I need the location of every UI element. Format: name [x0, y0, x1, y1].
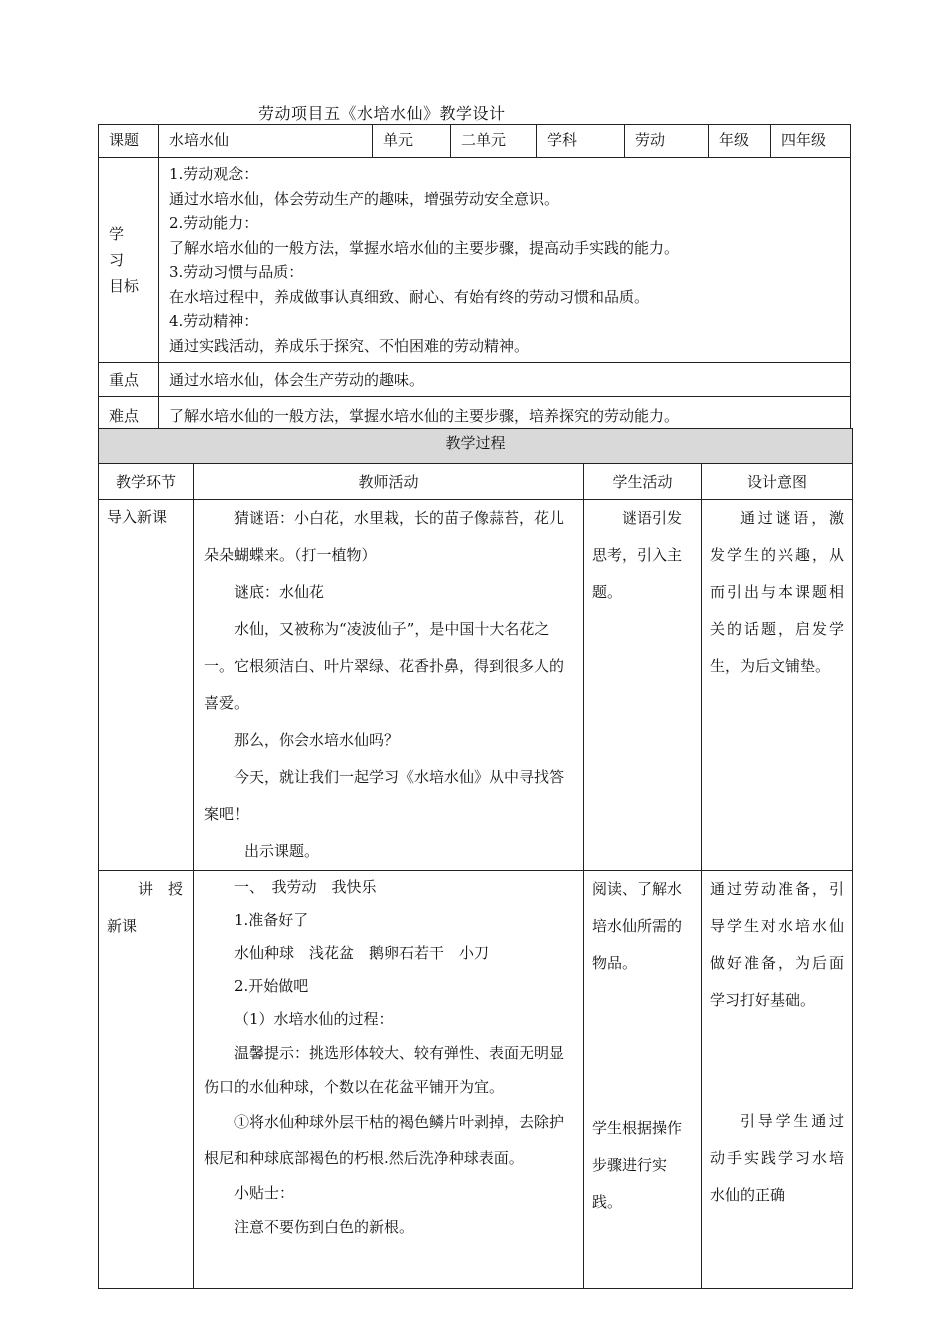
intro-teacher-para: 水仙，又被称为“凌波仙子”，是中国十大名花之一。它根须洁白、叶片翠绿、花香扑鼻，得到很多人的喜爱。	[204, 620, 565, 712]
lesson-teacher-para: 小贴士：	[234, 1184, 295, 1202]
teaching-process-table	[98, 428, 853, 1289]
lesson-student-text-1: 阅读、了解水培水仙所需的物品。	[592, 880, 683, 972]
unit-label: 单元	[373, 125, 451, 158]
intro-student: 谜语引发思考，引入主题。	[584, 500, 702, 871]
unit-value: 二单元	[451, 125, 537, 158]
grade-value: 四年级	[771, 125, 851, 158]
document-title: 劳动项目五《水培水仙》教学设计	[258, 104, 506, 123]
goal-line: 了解水培水仙的一般方法，掌握水培水仙的主要步骤，提高动手实践的能力。	[169, 238, 680, 257]
goal-line: 通过实践活动，养成乐于探究、不怕困难的劳动精神。	[169, 336, 530, 355]
lesson-teacher-para: ①将水仙种球外层干枯的褐色鳞片叶剥掉，去除护根尼和种球底部褐色的朽根.然后洗净种球表面。	[204, 1113, 565, 1167]
intro-teacher-para: 猜谜语：小白花，水里栽，长的苗子像蒜苔，花儿朵朵蝴蝶来。（打一植物）	[204, 509, 565, 564]
difficulty-text: 了解水培水仙的一般方法，掌握水培水仙的主要步骤，培养探究的劳动能力。	[159, 397, 851, 435]
difficulty-label: 难点	[99, 397, 159, 435]
intro-stage: 导入新课	[99, 500, 194, 871]
intro-teacher-para: 出示课题。	[244, 842, 320, 860]
subject-label: 学科	[537, 125, 625, 158]
goals-label	[99, 158, 159, 363]
subject-value: 劳动	[625, 125, 709, 158]
goal-line: 在水培过程中，养成做事认真细致、耐心、有始有终的劳动习惯和品质。	[169, 287, 650, 306]
intro-intent: 通过谜语，激发学生的兴趣，从而引出与本课题相关的话题，启发学生，为后文铺垫。	[702, 500, 853, 871]
lesson-teacher-para: 2.开始做吧	[234, 977, 309, 995]
column-header-intent: 设计意图	[702, 464, 853, 500]
column-header-stage: 教学环节	[99, 464, 194, 500]
goals-content	[159, 158, 851, 363]
lesson-stage-line1: 讲 授	[137, 880, 183, 898]
goal-line: 2.劳动能力：	[169, 214, 259, 232]
lesson-teacher-para: 温馨提示：挑选形体较大、较有弹性、表面无明显伤口的水仙种球，个数以在花盆平铺开为宜。	[204, 1044, 565, 1096]
goals-label-line2: 目标	[109, 277, 140, 295]
lesson-student	[584, 871, 702, 1289]
intro-teacher-para: 那么，你会水培水仙吗？	[234, 731, 400, 749]
intro-teacher	[194, 500, 584, 871]
lesson-stage-line2: 新课	[107, 917, 138, 935]
course-value: 水培水仙	[159, 125, 373, 158]
lesson-intent-text-2: 引导学生通过动手实践学习水培水仙的正确	[710, 1112, 845, 1204]
goal-line: 3.劳动习惯与品质：	[169, 263, 304, 281]
goal-line: 通过水培水仙，体会劳动生产的趣味，增强劳动安全意识。	[169, 189, 560, 208]
goal-line: 1.劳动观念：	[169, 165, 259, 183]
intro-teacher-para: 今天，就让我们一起学习《水培水仙》从中寻找答案吧！	[204, 768, 565, 823]
lesson-stage	[99, 871, 194, 1289]
key-point-text: 通过水培水仙，体会生产劳动的趣味。	[159, 363, 851, 397]
lesson-teacher-para: 一、 我劳动 我快乐	[234, 878, 377, 896]
goals-label-line1: 学 习	[109, 225, 140, 269]
lesson-intent-text-1: 通过劳动准备，引导学生对水培水仙做好准备，为后面学习打好基础。	[710, 880, 845, 1009]
lesson-teacher-para: 1.准备好了	[234, 911, 309, 929]
course-label: 课题	[99, 125, 159, 158]
lesson-info-table	[98, 124, 851, 435]
column-header-teacher: 教师活动	[194, 464, 584, 500]
intro-teacher-para: 谜底：水仙花	[234, 583, 325, 601]
lesson-intent	[702, 871, 853, 1289]
column-header-student: 学生活动	[584, 464, 702, 500]
lesson-teacher	[194, 871, 584, 1289]
lesson-teacher-para: （1）水培水仙的过程：	[234, 1010, 394, 1028]
lesson-student-text-2: 学生根据操作步骤进行实践。	[592, 1119, 683, 1211]
lesson-teacher-para: 水仙种球 浅花盆 鹅卵石若干 小刀	[234, 944, 490, 962]
process-header: 教学过程	[99, 429, 853, 464]
key-point-label: 重点	[99, 363, 159, 397]
goal-line: 4.劳动精神：	[169, 312, 259, 330]
grade-label: 年级	[709, 125, 771, 158]
lesson-teacher-para: 注意不要伤到白色的新根。	[234, 1218, 415, 1236]
